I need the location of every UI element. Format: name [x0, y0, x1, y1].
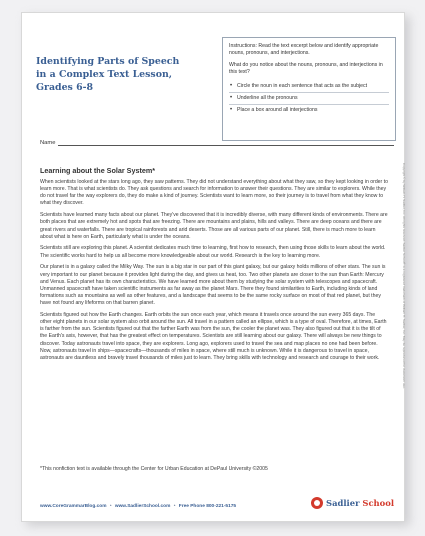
instruction-task-text: Place a box around all interjections	[237, 107, 318, 114]
footer-separator: •	[109, 503, 112, 509]
footer-links	[40, 504, 236, 509]
instructions-task-list	[229, 81, 389, 117]
worksheet-page	[21, 12, 405, 522]
title-line-3: Grades 6-8	[36, 82, 94, 93]
passage-paragraph: Scientists still are exploring this planet. A scientist dedicates much time to learning, first how to research, then using those skills to learn about the world. The scientific works hard to help us all become more knowledgeable about our world. Research is the key to learning more.	[40, 245, 386, 259]
passage-paragraph: When scientists looked at the stars long ago, they saw patterns. They did not understand everything about what they saw, so they kept looking in order to learn more. That is what scientists do. They ask questions and search for information to answer their questions. They are similar to explorers. While they do not travel far the way explorers do, they do make a kind of journey. Scientists want to learn more, so their journey is to travel from what they know to what they discover.	[40, 179, 388, 207]
footer-link-blog[interactable]: www.CoreGrammarBlog.com	[40, 503, 107, 509]
bullet-icon: •	[230, 95, 233, 102]
instruction-task-text: Circle the noun in each sentence that acts as the subject	[237, 82, 368, 89]
instructions-intro: Instructions: Read the text excerpt below and identify appropriate nouns, pronouns, and interjections.	[229, 43, 379, 57]
logo-mark-icon	[311, 497, 323, 509]
page-title	[36, 55, 211, 94]
instruction-task-text: Underline all the pronouns	[237, 95, 298, 102]
passage-paragraph: Scientists figured out how the Earth changes. Earth orbits the sun once each year, which means it travels once around the sun every 365 days. The other eight planets in our solar system also orbit around the sun. All travel in a pattern called an ellipse, which is a type of oval. Therefore, at times, Earth is farther from the sun. Scientists figured out that the farther Earth was from the sun, the cooler the planet was. They also figured out that it is the tilt of the Earth's axis, however, that has the greatest effect on temperatures. Scientists are still learning about our galaxy. There will always be new things to discover. Today astronauts travel into space, they are explorers. Long ago, explorers used to travel the sea and map places no one had been before. Now, astronauts travel in ships—spacecrafts—thousands of miles in space, where still much is unknown. While it is dangerous to travel in space, astronauts are dauntless and bravely travel thousands of miles just to learn. They bring skills with technology and research and courage to their work.	[40, 311, 387, 361]
side-copyright-text: Copyright © by William H. Sadlier, Inc. All rights reserved. Sadlier School® is a registered trademark of William H. Sadlier, Inc. May be reproduced for classroom use.	[402, 163, 406, 389]
name-write-line[interactable]	[58, 139, 394, 146]
sadlier-school-logo	[311, 497, 394, 509]
source-footnote: *This nonfiction text is available through the Center for Urban Education at DePaul University ©2005	[40, 466, 268, 472]
name-field-row	[40, 139, 394, 146]
passage-paragraph: Our planet is in a galaxy called the Milky Way. The sun is a big star in our part of this giant galaxy, but our galaxy holds millions of other stars. The sun is very important to our planet because it provides light during the day, and gives us heat, too. Two other planets are closer to the sun than Earth: Mercury and Venus. Each planet has its own characteristics. We have learned more about them by studying the solar system with telescopes and spacecraft. Unmanned spacecraft have taken scientific instruments as far away as the planet Mars. There they found similarities to Earth, including kinds of land formations such as mountains as well as other features, and a landscape that seems to be the same rocky surface on most of that red planet, but they have not found any lifeforms on that barren planet.	[40, 264, 386, 307]
bullet-icon: •	[230, 107, 233, 114]
instructions-box	[222, 37, 396, 141]
footer-separator: •	[173, 503, 176, 509]
page-footer	[40, 499, 394, 513]
name-label: Name	[40, 140, 56, 146]
logo-wordmark	[326, 498, 394, 508]
logo-sadlier: Sadlier	[326, 498, 360, 508]
title-line-2: in a Complex Text Lesson,	[36, 69, 173, 80]
passage-body	[40, 179, 388, 367]
side-copyright	[400, 163, 406, 443]
passage-paragraph: Scientists have learned many facts about our planet. They've discovered that it is incredibly diverse, with many different kinds of environments. There are both places that are extremely hot and spots that are freezing. There are mountains and plains, hills and valleys. There are deep oceans and there are great rivers and waterfalls. There are tropical rainforests and arid deserts. Those are all various parts of our planet. Still, there is much more to learn about what is here on Earth, particularly what is under the oceans.	[40, 212, 388, 240]
title-line-1: Identifying Parts of Speech	[36, 56, 180, 67]
instructions-question: What do you notice about the nouns, pronouns, and interjections in this text?	[229, 61, 383, 76]
footer-phone: Free Phone 800-221-5175	[178, 503, 237, 509]
logo-school: School	[362, 498, 394, 508]
instruction-task	[229, 104, 389, 116]
instruction-task	[229, 92, 389, 104]
passage-heading: Learning about the Solar System*	[40, 166, 156, 175]
bullet-icon: •	[230, 82, 233, 89]
footer-link-school[interactable]: www.SadlierSchool.com	[114, 503, 171, 509]
instruction-task	[229, 81, 389, 92]
